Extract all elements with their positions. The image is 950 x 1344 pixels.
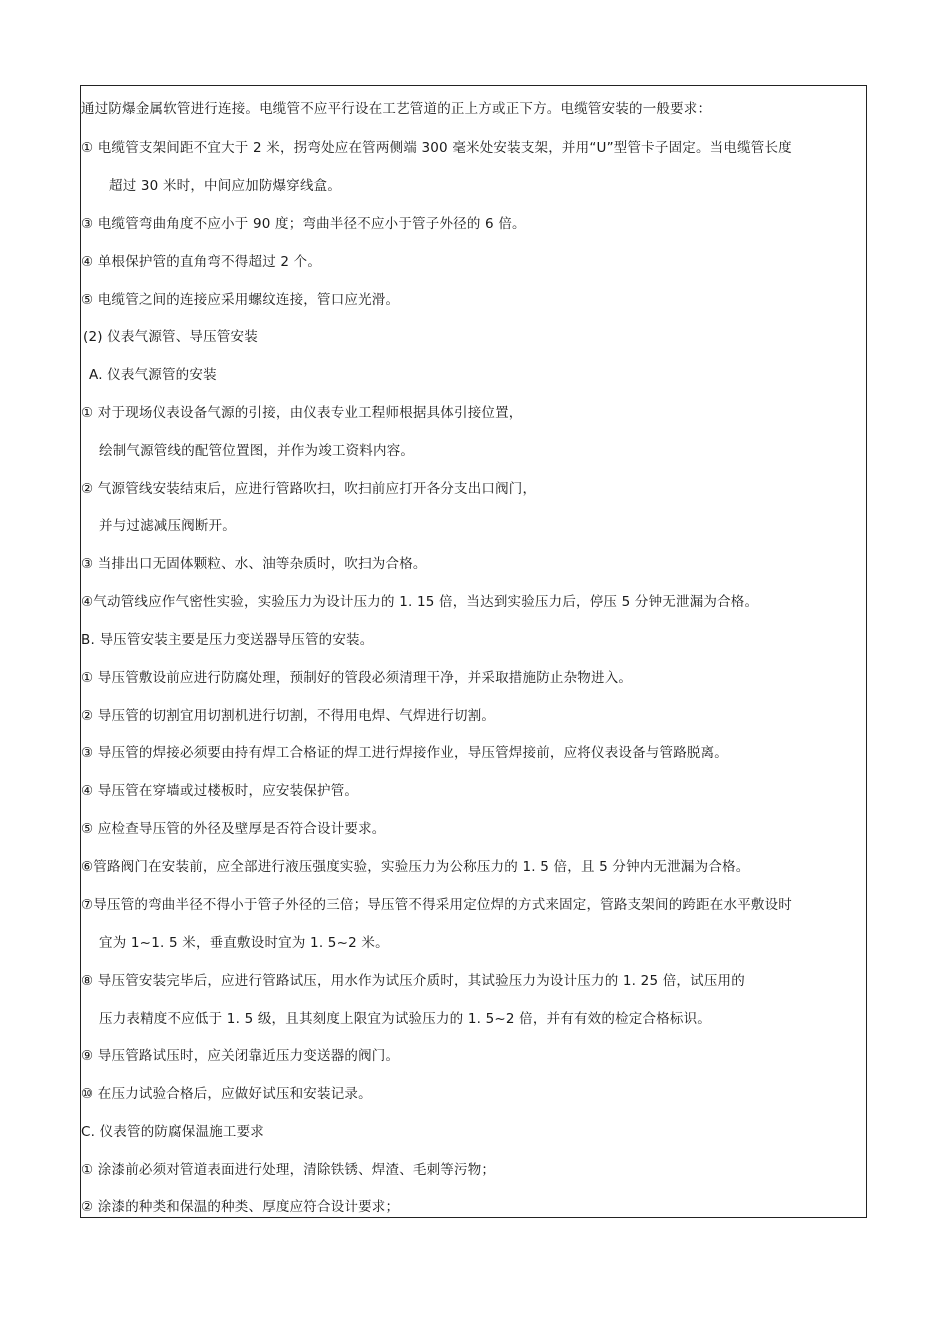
text-line-4: ③ 电缆管弯曲角度不应小于 90 度；弯曲半径不应小于管子外径的 6 倍。 xyxy=(81,216,526,232)
text-line-9: ① 对于现场仪表设备气源的引接，由仪表专业工程师根据具体引接位置， xyxy=(81,405,523,421)
text-line-19: ④ 导压管在穿墙或过楼板时，应安装保护管。 xyxy=(81,783,359,799)
text-line-1: 通过防爆金属软管进行连接。电缆管不应平行设在工艺管道的正上方或正下方。电缆管安装的一般要求： xyxy=(81,101,712,117)
text-line-20: ⑤ 应检查导压管的外径及壁厚是否符合设计要求。 xyxy=(81,821,386,837)
text-line-10: 绘制气源管线的配管位置图，并作为竣工资料内容。 xyxy=(99,443,415,459)
text-line-3: 超过 30 米时，中间应加防爆穿线盒。 xyxy=(109,178,342,194)
text-line-25: 压力表精度不应低于 1. 5 级，且其刻度上限宜为试验压力的 1. 5~2 倍，并有有效的检定合格标识。 xyxy=(99,1011,711,1027)
text-line-14: ④气动管线应作气密性实验，实验压力为设计压力的 1. 15 倍，当达到实验压力后，停压 5 分钟无泄漏为合格。 xyxy=(81,594,759,610)
text-line-15: B. 导压管安装主要是压力变送器导压管的安装。 xyxy=(81,632,374,648)
text-line-5: ④ 单根保护管的直角弯不得超过 2 个。 xyxy=(81,254,322,270)
text-line-26: ⑨ 导压管路试压时，应关闭靠近压力变送器的阀门。 xyxy=(81,1048,400,1064)
text-line-18: ③ 导压管的焊接必须要由持有焊工合格证的焊工进行焊接作业，导压管焊接前，应将仪表设备与管路脱离。 xyxy=(81,745,728,761)
text-line-22: ⑦导压管的弯曲半径不得小于管子外径的三倍；导压管不得采用定位焊的方式来固定，管路支架间的跨距在水平敷设时 xyxy=(81,897,793,913)
text-line-17: ② 导压管的切割宜用切割机进行切割，不得用电焊、气焊进行切割。 xyxy=(81,708,496,724)
text-line-28: C. 仪表管的防腐保温施工要求 xyxy=(81,1124,265,1140)
text-line-24: ⑧ 导压管安装完毕后，应进行管路试压，用水作为试压介质时，其试验压力为设计压力的 1. 25 倍，试压用的 xyxy=(81,973,745,989)
text-line-27: ⑩ 在压力试验合格后，应做好试压和安装记录。 xyxy=(81,1086,372,1102)
text-line-23: 宜为 1~1. 5 米，垂直敷设时宜为 1. 5~2 米。 xyxy=(99,935,389,951)
text-line-16: ① 导压管敷设前应进行防腐处理，预制好的管段必须清理干净，并采取措施防止杂物进入。 xyxy=(81,670,633,686)
text-line-29: ① 涂漆前必须对管道表面进行处理，清除铁锈、焊渣、毛刺等污物； xyxy=(81,1162,496,1178)
text-line-30: ② 涂漆的种类和保温的种类、厚度应符合设计要求； xyxy=(81,1199,400,1215)
text-line-12: 并与过滤减压阀断开。 xyxy=(99,518,236,534)
text-line-2: ① 电缆管支架间距不宜大于 2 米，拐弯处应在管两侧端 300 毫米处安装支架，并用“U”型管卡子固定。当电缆管长度 xyxy=(81,140,792,156)
text-line-7: (2) 仪表气源管、导压管安装 xyxy=(83,329,258,345)
text-line-21: ⑥管路阀门在安装前，应全部进行液压强度实验，实验压力为公称压力的 1. 5 倍，且 5 分钟内无泄漏为合格。 xyxy=(81,859,750,875)
text-line-6: ⑤ 电缆管之间的连接应采用螺纹连接，管口应光滑。 xyxy=(81,292,400,308)
text-line-8: A. 仪表气源管的安装 xyxy=(89,367,217,383)
text-line-13: ③ 当排出口无固体颗粒、水、油等杂质时，吹扫为合格。 xyxy=(81,556,427,572)
text-line-11: ② 气源管线安装结束后，应进行管路吹扫，吹扫前应打开各分支出口阀门， xyxy=(81,481,537,497)
